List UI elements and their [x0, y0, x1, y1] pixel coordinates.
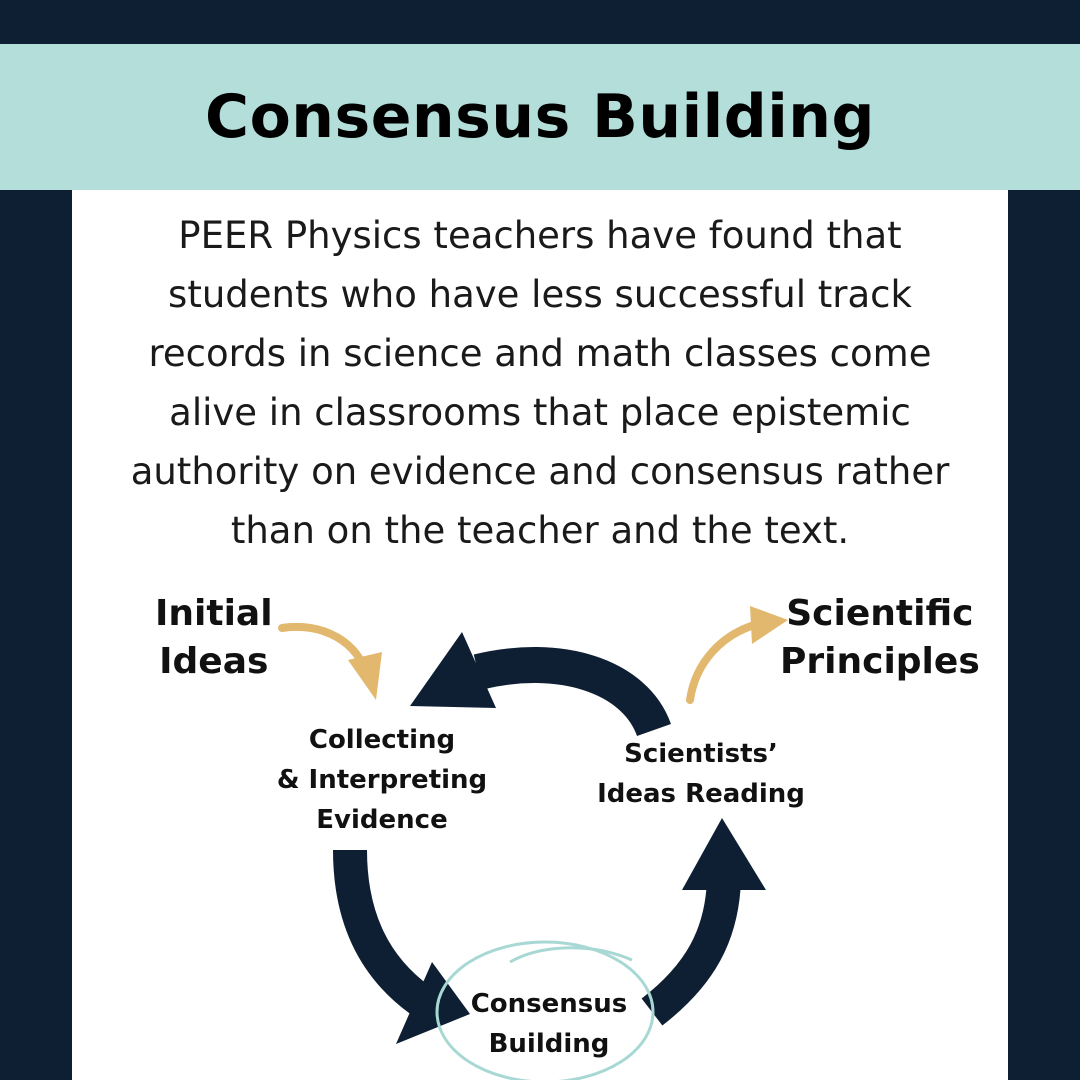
cycle-arrow-top: [478, 665, 654, 730]
collecting-evidence-label: [275, 720, 489, 840]
cycle-arrow-left: [350, 850, 420, 1000]
scientists-line: Scientists’: [624, 739, 778, 769]
paragraph-line: than on the teacher and the text.: [230, 509, 850, 552]
cycle-arrowhead-right: [682, 818, 766, 890]
paragraph-line: authority on evidence and consensus rather: [130, 450, 950, 493]
paragraph-line: records in science and math classes come: [148, 332, 932, 375]
collecting-line: & Interpreting: [276, 765, 488, 795]
consensus-line: Building: [488, 1029, 610, 1059]
initial-ideas-line: Ideas: [159, 641, 269, 682]
consensus-line: Consensus: [470, 989, 628, 1019]
page-title: Consensus Building: [205, 82, 875, 152]
scientific-principles-line: Scientific: [786, 593, 974, 634]
initial-ideas-line: Initial: [155, 593, 273, 634]
initial-ideas-arrow: [282, 627, 368, 680]
consensus-circle-stroke: [510, 948, 632, 962]
collecting-line: Collecting: [308, 725, 456, 755]
paragraph-line: PEER Physics teachers have found that: [178, 214, 902, 257]
scientists-line: Ideas Reading: [597, 779, 805, 809]
scientific-principles-label: [780, 590, 980, 686]
collecting-line: Evidence: [316, 805, 448, 835]
consensus-building-label: [466, 984, 632, 1064]
scientists-ideas-label: [596, 734, 806, 814]
scientific-principles-line: Principles: [780, 641, 980, 682]
paragraph-line: students who have less successful track: [168, 273, 912, 316]
cycle-arrow-right: [652, 880, 724, 1012]
paragraph-line: alive in classrooms that place epistemic: [169, 391, 911, 434]
initial-ideas-arrowhead: [348, 652, 382, 700]
initial-ideas-label: [155, 590, 273, 686]
